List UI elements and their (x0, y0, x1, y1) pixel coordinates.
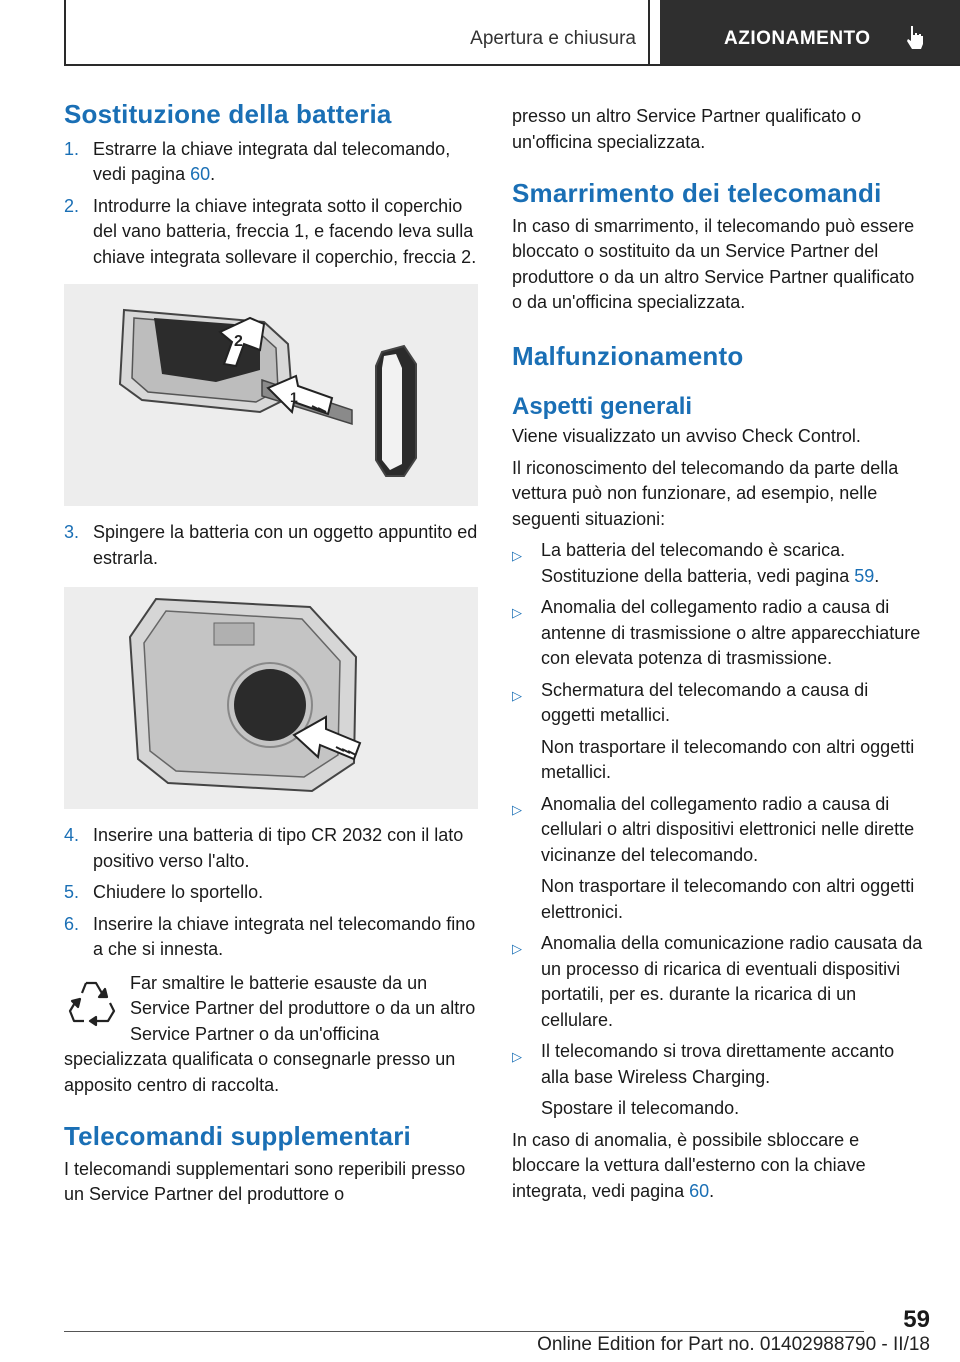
step-text: Chiudere lo sportello. (93, 882, 264, 902)
heading-malfunction: Malfunzionamento (512, 340, 744, 371)
lost-remotes-text: In caso di smarrimento, il telecomando può essere bloccato o sostituito da un Service Partner del produttore o da un altro Service Partner qualificato o da un'officina specializzata. (512, 215, 915, 312)
step-text: Spingere la batteria con un oggetto appuntito ed estrarla. (93, 522, 478, 568)
left-column (64, 98, 478, 1208)
bullet-item (512, 595, 926, 672)
page-link[interactable]: 59 (854, 565, 875, 586)
header-rule (64, 64, 960, 66)
general-text-1: Viene visualizzato un avviso Check Control. (512, 426, 861, 446)
bullet-text: Anomalia del collegamento radio a causa di cellulari o altri dispositivi elettronici nelle dirette vicinanze del telecomando. (541, 793, 915, 865)
step-number: 6. (64, 913, 80, 934)
page-number: 59 (903, 1306, 930, 1333)
extra-remotes-text-cont: presso un altro Service Partner qualificato o un'officina specializzata. (512, 106, 862, 152)
step-number: 2. (64, 195, 80, 216)
closing-text: In caso di anomalia, è possibile sbloccare e bloccare la vettura dall'esterno con la chiave integrata, vedi pagina 60. (512, 1129, 866, 1201)
page-link[interactable]: 60 (689, 1180, 710, 1201)
bullet-item (512, 1039, 926, 1090)
step-6 (64, 912, 478, 963)
heading-general: Aspetti generali (512, 393, 693, 420)
bullet-triangle-icon: ▷ (512, 548, 522, 563)
bullet-triangle-icon: ▷ (512, 941, 522, 956)
bullet-triangle-icon: ▷ (512, 687, 522, 703)
footer-rule (64, 1331, 864, 1332)
header-chapter-box (660, 0, 960, 64)
heading-battery-replacement: Sostituzione della batteria (64, 99, 392, 129)
key-fob-illustration (64, 284, 478, 506)
heading-extra-remotes: Telecomandi supplementari (64, 1121, 411, 1151)
bullet-triangle-icon: ▷ (512, 1049, 522, 1064)
header-chapter-title: AZIONAMENTO (724, 28, 871, 49)
figure-battery-compartment (64, 587, 478, 809)
environment-note-text: Far smaltire le batterie esauste da un Service Partner del produttore o da un altro Service Partner o da un'officina specializzata qualificata o consegnarle presso un apposito centro di raccolta. (64, 972, 476, 1095)
step-3 (64, 520, 478, 571)
environment-note (64, 971, 478, 1099)
header-border-left (64, 0, 66, 66)
bullet-item (512, 931, 926, 1033)
step-number: 3. (64, 522, 80, 542)
page-link[interactable]: 60 (190, 164, 211, 184)
hand-pointer-icon (904, 24, 926, 50)
right-column (512, 104, 926, 1204)
bullet-item (512, 678, 926, 729)
step-text: Introdurre la chiave integrata sotto il coperchio del vano batteria, freccia 1, e facendo leva sulla chiave integrata sollevare il coperchio, freccia 2. (93, 195, 477, 267)
bullet-triangle-icon: ▷ (512, 605, 522, 620)
step-4 (64, 823, 478, 874)
bullet-subtext: Non trasportare il telecomando con altri oggetti metallici. (541, 736, 915, 782)
bullet-text: La batteria del telecomando è scarica. Sostituzione della batteria, vedi pagina (541, 540, 855, 586)
arrow-label-1: 1 (290, 389, 298, 405)
bullet-text: Anomalia del collegamento radio a causa di antenne di trasmissione o altre apparecchiature con elevata potenza di trasmissione. (541, 597, 921, 668)
general-text-2: Il riconoscimento del telecomando da parte della vettura può non funzionare, ad esempio, nelle seguenti situazioni: (512, 457, 899, 529)
recycle-icon (66, 975, 118, 1027)
bullet-text: Anomalia della comunicazione radio causata da un processo di ricarica di eventuali dispositivi portatili, per es. durante la ricarica di un cellulare. (541, 933, 923, 1030)
footer-edition: Online Edition for Part no. 01402988790 - II/18 (537, 1334, 930, 1355)
bullet-item (512, 792, 926, 869)
step-number: 1. (64, 138, 80, 159)
step-number: 4. (64, 825, 80, 845)
step-number: 5. (64, 882, 80, 902)
bullet-item: ▷ La batteria del telecomando è scarica. Sostituzione della batteria, vedi pagina 59. (512, 538, 926, 589)
bullet-text: Il telecomando si trova direttamente accanto alla base Wireless Charging. (541, 1041, 895, 1087)
header-section-title: Apertura e chiusura (470, 28, 636, 49)
step-text: Inserire una batteria di tipo CR 2032 con il lato positivo verso l'alto. (93, 825, 464, 871)
step-2 (64, 194, 478, 271)
bullet-text: Schermatura del telecomando a causa di oggetti metallici. (541, 679, 869, 725)
battery-compartment-illustration (64, 587, 478, 809)
header-divider (648, 0, 650, 66)
step-text: Inserire la chiave integrata nel telecomando fino a che si innesta. (93, 913, 476, 959)
heading-lost-remotes: Smarrimento dei telecomandi (512, 178, 882, 208)
bullet-triangle-icon: ▷ (512, 801, 522, 817)
bullet-subtext: Non trasportare il telecomando con altri oggetti elettronici. (541, 876, 915, 922)
step-5 (64, 880, 478, 906)
step-text: Estrarre la chiave integrata dal telecomando, vedi pagina (93, 138, 451, 184)
arrow-label-2: 2 (234, 333, 243, 350)
step-1: 1. Estrarre la chiave integrata dal telecomando, vedi pagina 60. (64, 137, 478, 188)
figure-key-fob-open (64, 284, 478, 506)
extra-remotes-text: I telecomandi supplementari sono reperibili presso un Service Partner del produttore o (64, 1158, 466, 1204)
bullet-subtext: Spostare il telecomando. (541, 1098, 740, 1118)
